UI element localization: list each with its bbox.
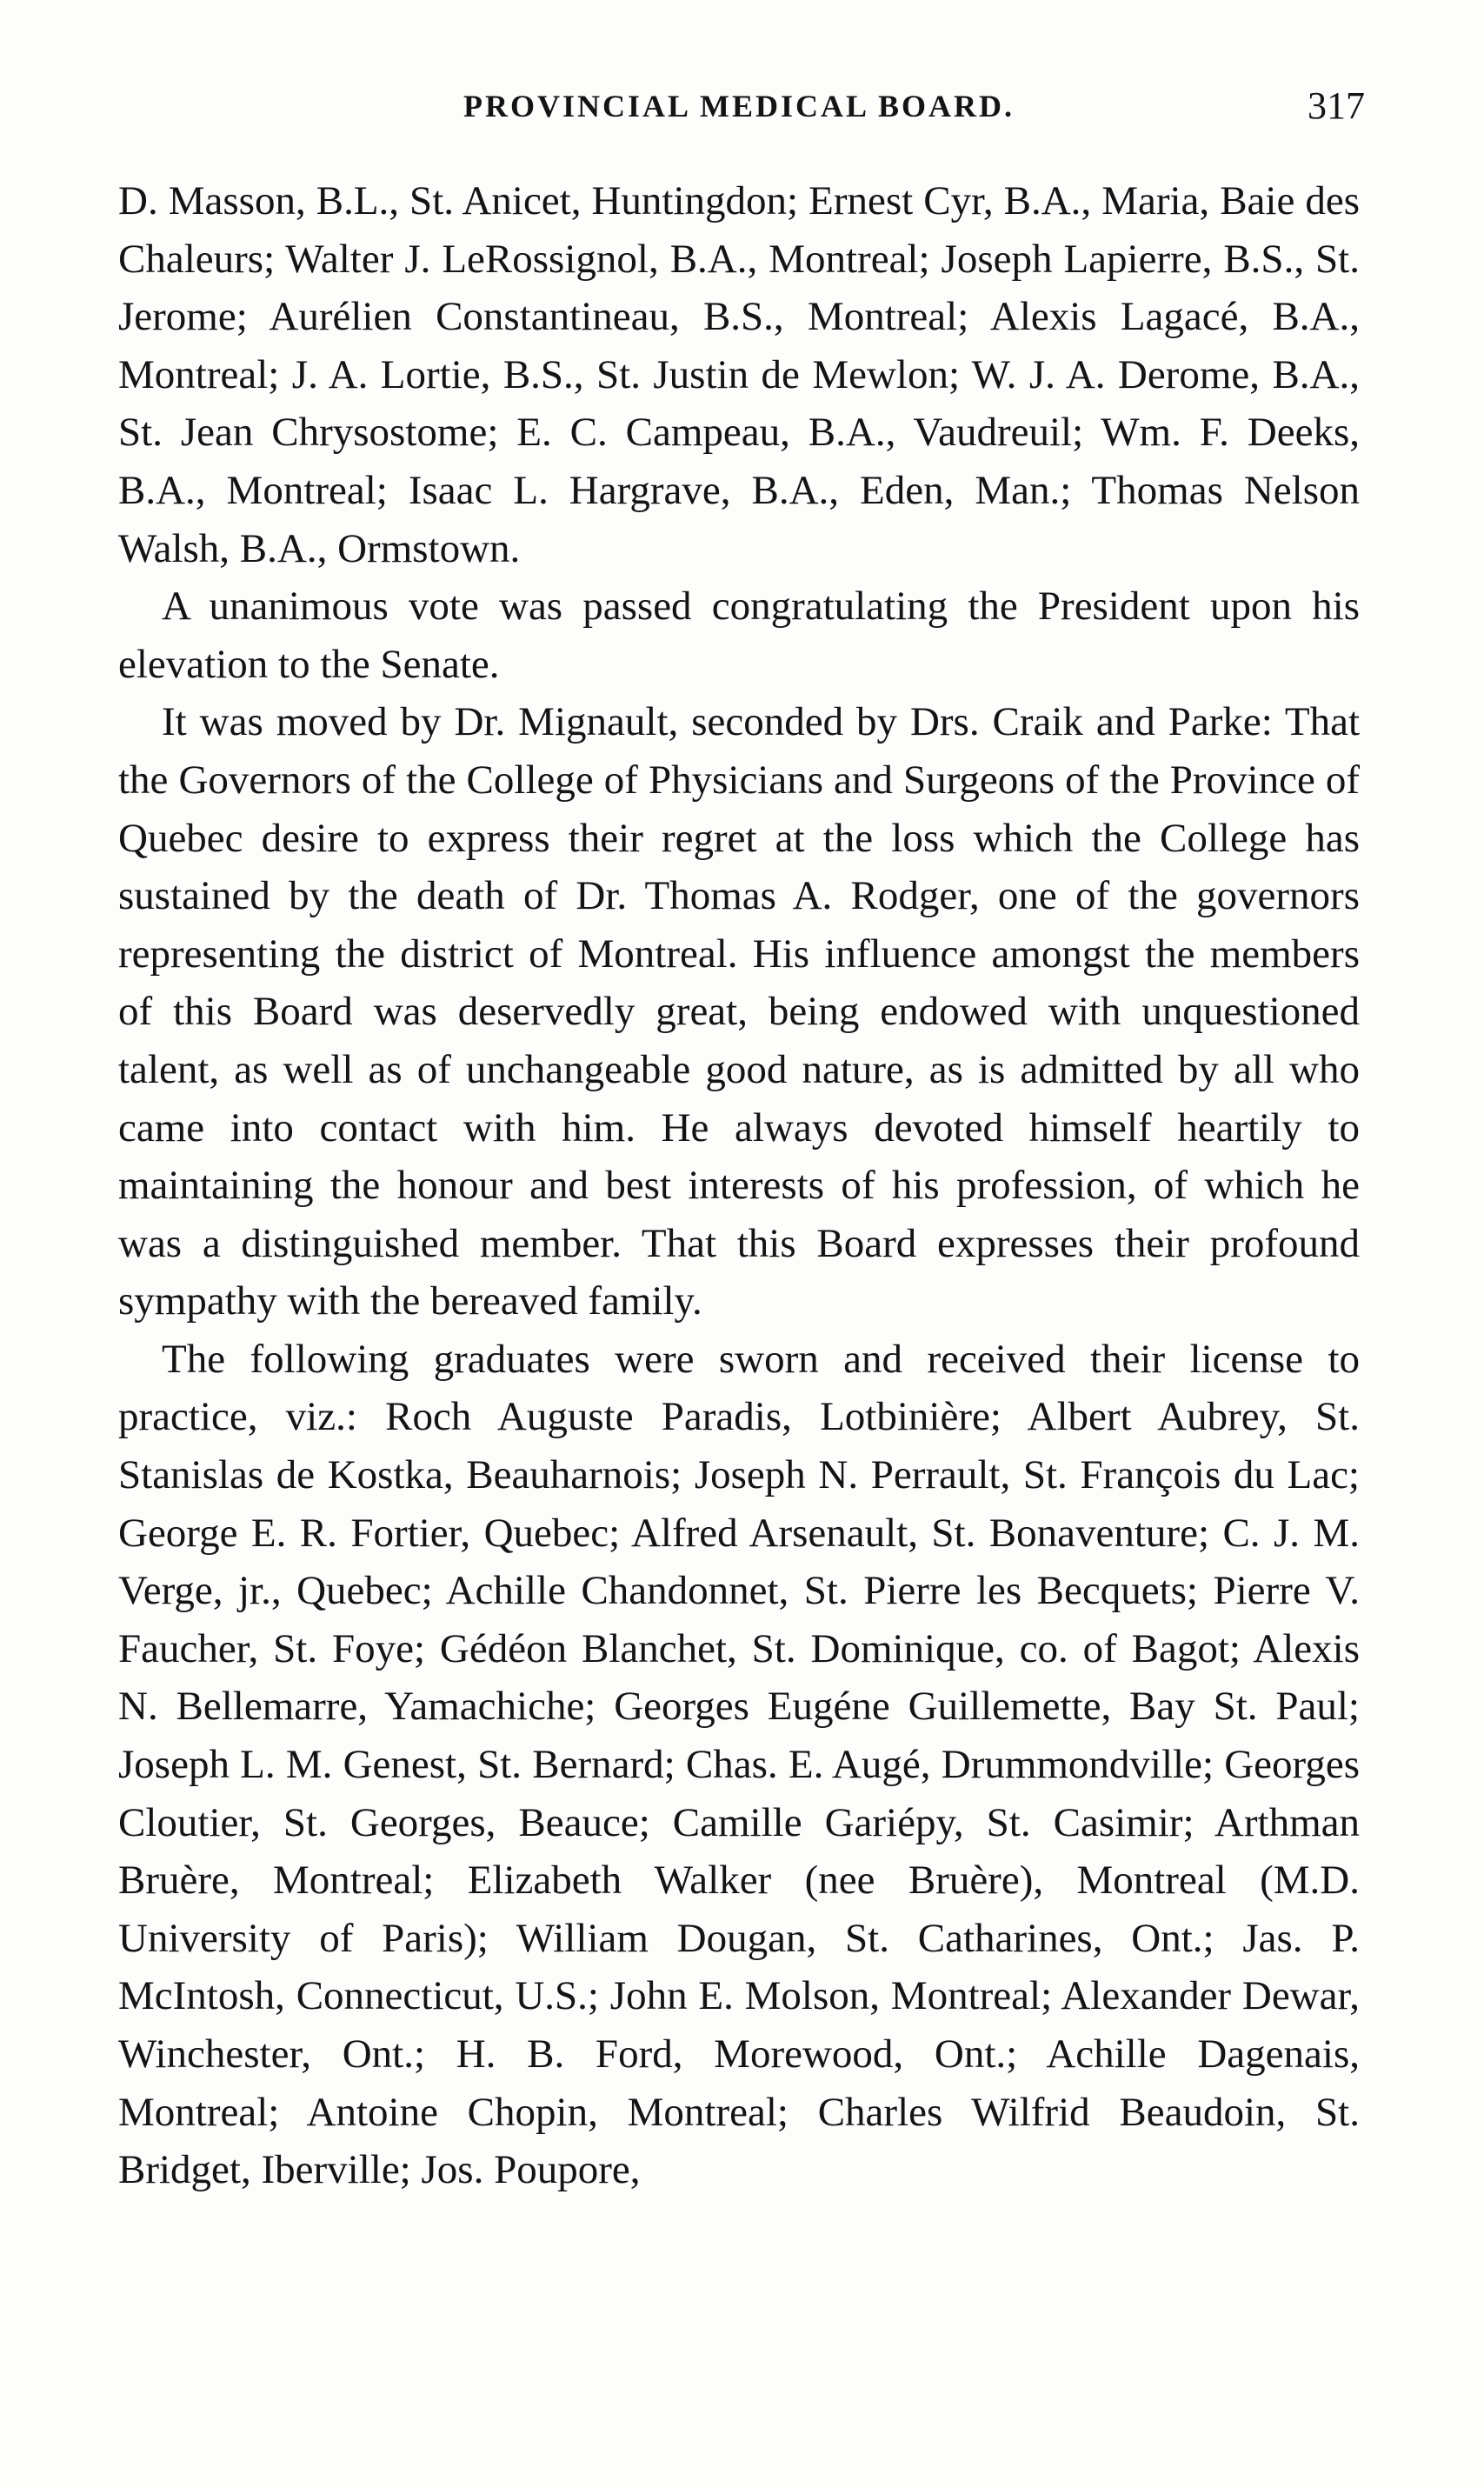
running-title: PROVINCIAL MEDICAL BOARD. [463, 89, 1015, 123]
page-number: 317 [1308, 84, 1365, 127]
paragraph-condolence-motion: It was moved by Dr. Mignault, seconded by Drs. Craik and Parke: That the Governors of the College of Physicians and Surgeons of the Province of Quebec desire to express their regret at the loss which the College has sustained by the death of Dr. Thomas A. Rodger, one of the governors representing the district of Montreal. His influence amongst the members of this Board was deservedly great, being endowed with unquestioned talent, as well as of unchangeable good nature, as is admitted by all who came into contact with him. He always devoted himself heartily to maintaining the honour and best interests of his profession, of which he was a distinguished member. That this Board expresses their profound sympathy with the bereaved family. [118, 699, 1360, 1324]
body-text [118, 172, 1360, 2199]
paragraph-vote-congratulation: A unanimous vote was passed congratulating the President upon his elevation to the Senate. [118, 584, 1360, 687]
paragraph-graduates-continued: D. Masson, B.L., St. Anicet, Huntingdon; Ernest Cyr, B.A., Maria, Baie des Chaleurs; Walter J. LeRossignol, B.A., Montreal; Joseph Lapierre, B.S., St. Jerome; Aurélien Constantineau, B.S., Montreal; Alexis Lagacé, B.A., Montreal; J. A. Lortie, B.S., St. Justin de Mewlon; W. J. A. Derome, B.A., St. Jean Chrysostome; E. C. Campeau, B.A., Vaudreuil; Wm. F. Deeks, B.A., Montreal; Isaac L. Hargrave, B.A., Eden, Man.; Thomas Nelson Walsh, B.A., Ormstown. [118, 178, 1360, 571]
running-head [113, 80, 1365, 132]
paragraph-licensed-graduates: The following graduates were sworn and received their license to practice, viz.: Roch Auguste Paradis, Lotbinière; Albert Aubrey, St. Stanislas de Kostka, Beauharnois; Joseph N. Perrault, St. François du Lac; George E. R. Fortier, Quebec; Alfred Arsenault, St. Bonaventure; C. J. M. Verge, jr., Quebec; Achille Chandonnet, St. Pierre les Becquets; Pierre V. Faucher, St. Foye; Gédéon Blanchet, St. Dominique, co. of Bagot; Alexis N. Bellemarre, Yamachiche; Georges Eugéne Guillemette, Bay St. Paul; Joseph L. M. Genest, St. Bernard; Chas. E. Augé, Drummondville; Georges Cloutier, St. Georges, Beauce; Camille Gariépy, St. Casimir; Arthman Bruère, Montreal; Elizabeth Walker (nee Bruère), Montreal (M.D. University of Paris); William Dougan, St. Catharines, Ont.; Jas. P. McIntosh, Connecticut, U.S.; John E. Molson, Montreal; Alexander Dewar, Winchester, Ont.; H. B. Ford, Morewood, Ont.; Achille Dagenais, Montreal; Antoine Chopin, Montreal; Charles Wilfrid Beaudoin, St. Bridget, Iberville; Jos. Poupore, [118, 1336, 1360, 2193]
